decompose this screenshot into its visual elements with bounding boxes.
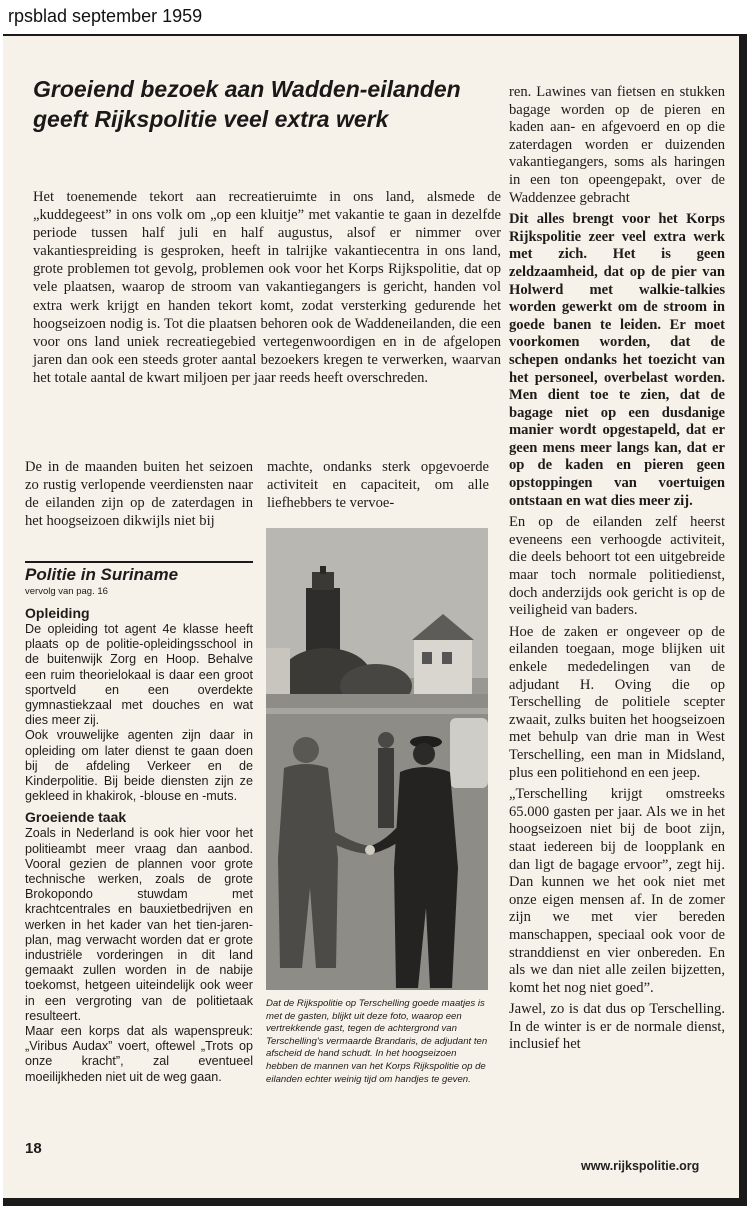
article-paragraph: Hoe de zaken er ongeveer op de eilanden toegaan, moge blijken uit enkele mededelingen van de adjudant H. Oving die op Terschelling de politiele scepter zwaait, zulks buiten het hoogseizoen met behulp van drie man in West Terschelling, een man in Midsland, plus een politiehond en een jeep.: [509, 623, 725, 781]
sidebar-paragraph: De opleiding tot agent 4e klasse heeft plaats op de politie-opleidingsschool in de buitenwijk Zorg en Hoop. Behalve een ruim theorielokaal is daar een groot sportveld en een overdekte gymnastiekzaal met douches en wat dies meer zij.: [25, 622, 253, 728]
magazine-page: [3, 34, 747, 1206]
sidebar-suriname: [25, 564, 253, 1085]
sidebar-title: Politie in Suriname: [25, 565, 179, 584]
sidebar-heading-groeiende-taak: Groeiende taak: [25, 809, 127, 826]
magazine-issue-label: rpsblad september 1959: [8, 6, 203, 26]
article-headline: Groeiend bezoek aan Wadden-eilanden geeft Rijkspolitie veel extra werk: [33, 76, 461, 132]
article-column-3: [509, 84, 725, 1054]
sidebar-paragraph: Ook vrouwelijke agenten zijn daar in opleiding om later dienst te gaan doen bij de afdeling Verkeer en de Kinderpolitie. Bij beide diensten zijn ze gekleed in khakirok, -blouse en -muts.: [25, 728, 253, 804]
article-column-1: [25, 458, 253, 530]
sidebar-paragraph: Maar een korps dat als wapenspreuk: „Viribus Audax” voert, oftewel „Trots op onze kracht”, zal eventueel moeilijkheden niet uit de weg gaan.: [25, 1024, 253, 1084]
page-number: 18: [25, 1140, 42, 1157]
article-paragraph: ren. Lawines van fietsen en stukken bagage worden op de pieren en kaden aan- en afgevoerd en op die zaterdagen worden er duizenden vakantiegangers, soms als haringen in een ton opeengepakt, over de Waddenzee gebracht: [509, 84, 725, 206]
sidebar-divider: [25, 561, 253, 563]
article-paragraph: En op de eilanden zelf heerst eveneens een verhoogde activiteit, die deels behoort tot een uitgebreide maar toch normale politiedienst, doch anderzijds ook gericht is op de veiligheid van baders.: [509, 514, 725, 619]
sidebar-heading-opleiding: Opleiding: [25, 605, 90, 621]
website-watermark: www.rijkspolitie.org: [581, 1159, 700, 1173]
article-paragraph: machte, ondanks sterk opgevoerde activiteit en capaciteit, om alle liefhebbers te vervoe-: [267, 459, 489, 512]
article-column-2: [267, 458, 489, 512]
article-paragraph: De in de maanden buiten het seizoen zo rustig verlopende veerdiensten naar de eilanden zijn op de zaterdagen in het hoogseizoen dikwijls niet bij: [25, 459, 253, 530]
photo-caption: Dat de Rijkspolitie op Terschelling goede maatjes is met de gasten, blijkt uit deze foto, waarop een vertrekkende gast, tegen de achtergrond van Terschelling's vermaarde Brandaris, de adjudant ten afscheid de hand schudt. In het hoogseizoen hebben de mannen van het Korps Rijkspolitie op de eilanden echter weinig tijd om handjes te geven.: [266, 998, 488, 1085]
article-paragraph: Jawel, zo is dat dus op Terschelling. In de winter is er de normale dienst, inclusief het: [509, 1001, 725, 1053]
scan-header: [0, 0, 753, 34]
article-lead-paragraph: Het toenemende tekort aan recreatieruimte in ons land, alsmede de „kuddegeest” in ons volk om „op een kluitje” met vakantie te gaan in dezelfde periode tussen half juli en half augustus, alsof er nimmer over vakantiespreiding is gesproken, heeft in talrijke vakantiecentra in ons land, grote problemen tot gevolg, problemen ook voor het Korps Rijkspolitie, dat op vele plaatsen, waarop de stroom van vakantiegangers is gericht, handen vol extra werk krijgt en handen tekort komt, zodat versterking gedurende het hoogseizoen nodig is. Tot die plaatsen behoren ook de Waddeneilanden, die een voor ons land uniek recreatiegebied vertegenwoordigen en in de afgelopen jaren dan ook een steeds groter aantal bezoekers kregen te verwerken, waarvan het totale aantal de kwart miljoen per jaar reeds heeft overschreden.: [33, 189, 501, 386]
article-paragraph: „Terschelling krijgt omstreeks 65.000 gasten per jaar. Als we in het hoogseizoen niet bij de boot zijn, staat iedereen bij de loopplank en dan ligt de bagage ervoor”, zegt hij. Dan kunnen we het ook niet met onze eigen mensen af. In de zomer zijn we met vier bereden manschappen, speciaal ook voor de stranddienst en vier onbereden. En als we dan niet alle zeilen bijzetten, komt het nog niet goed”.: [509, 786, 725, 996]
photo-handshake-illustration: [266, 528, 488, 990]
article-photo: [266, 528, 488, 990]
sidebar-continued-ref: vervolg van pag. 16: [25, 586, 108, 597]
article-bold-paragraph: Dit alles brengt voor het Korps Rijkspolitie zeer veel extra werk met zich. Het is geen zeldzaamheid, dat op de pier van Holwerd met walkie-talkies worden gewerkt om de stroom in goede banen te leiden. Er moet voorkomen worden, dat de schepen ondanks het toezicht van het personeel, overbelast worden. Men dient toe te zien, dat de bagage niet op een dusdanige manier wordt opgestapeld, dat er geen mens meer langs kan, dat er op de kaden en pieren geen opstoppingen van voertuigen ontstaan en wat dies meer zij.: [509, 211, 725, 509]
sidebar-paragraph: Zoals in Nederland is ook hier voor het politieambt meer vraag dan aanbod. Vooral gezien de plannen voor grote technische werken, zoals de grote Brokopondo stuwdam met krachtcentrales en bauxietbedrijven en werken in het kader van het tien-jaren-plan, mag verwacht worden dat er grote industriële vorderingen in dit land gemaakt zullen worden in de nabije toekomst, hetgeen uiteindelijk ook weer in een vergroting van de politietaak resulteert.: [25, 826, 253, 1023]
